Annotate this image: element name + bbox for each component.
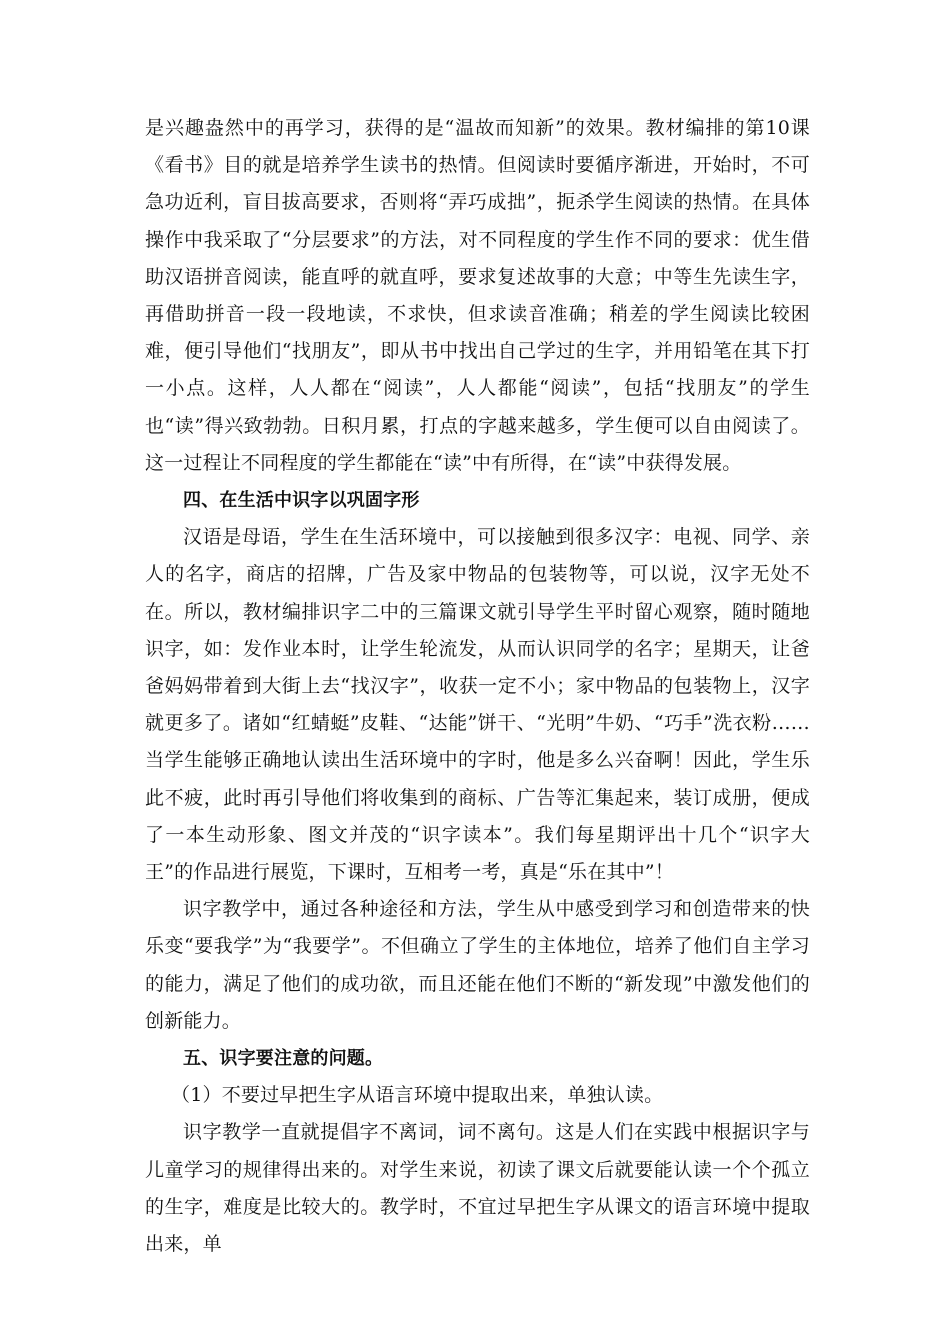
body-paragraph: 识字教学中，通过各种途径和方法，学生从中感受到学习和创造带来的快乐变“要我学”为“我要学”。不但确立了学生的主体地位，培养了他们自主学习的能力，满足了他们的成功欲，而且还能在他们不断的“新发现”中激发他们的创新能力。 [145,898,810,1032]
section-heading: 五、识字要注意的问题。 [183,1048,384,1070]
section-heading: 四、在生活中识字以巩固字形 [183,490,420,512]
body-paragraph: 识字教学一直就提倡字不离词，词不离句。这是人们在实践中根据识字与儿童学习的规律得出来的。对学生来说，初读了课文后就要能认读一个个孤立的生字，难度是比较大的。教学时，不宜过早把生字从课文的语言环境中提取出来，单 [145,1121,810,1256]
numbered-subitem: （1）不要过早把生字从语言环境中提取出来，单独认读。 [171,1084,664,1107]
document-page [145,110,810,1263]
body-paragraph: 是兴趣盎然中的再学习，获得的是“温故而知新”的效果。教材编排的第10课《看书》目的就是培养学生读书的热情。但阅读时要循序渐进，开始时，不可急功近利，盲目拔高要求，否则将“弄巧成拙”，扼杀学生阅读的热情。在具体操作中我采取了“分层要求”的方法，对不同程度的学生作不同的要求：优生借助汉语拼音阅读，能直呼的就直呼，要求复述故事的大意；中等生先读生字，再借助拼音一段一段地读，不求快，但求读音准确；稍差的学生阅读比较困难，便引导他们“找朋友”，即从书中找出自己学过的生字，并用铅笔在其下打一小点。这样，人人都在“阅读”，人人都能“阅读”，包括“找朋友”的学生也“读”得兴致勃勃。日积月累，打点的字越来越多，学生便可以自由阅读了。这一过程让不同程度的学生都能在“读”中有所得，在“读”中获得发展。 [145,117,810,474]
body-paragraph: 汉语是母语，学生在生活环境中，可以接触到很多汉字：电视、同学、亲人的名字，商店的招牌，广告及家中物品的包装物等，可以说，汉字无处不在。所以，教材编排识字二中的三篇课文就引导学生平时留心观察，随时随地识字，如：发作业本时，让学生轮流发，从而认识同学的名字；星期天，让爸爸妈妈带着到大街上去“找汉字”，收获一定不小；家中物品的包装物上，汉字就更多了。诸如“红蜻蜓”皮鞋、“达能”饼干、“光明”牛奶、“巧手”洗衣粉……当学生能够正确地认读出生活环境中的字时，他是多么兴奋啊！因此，学生乐此不疲，此时再引导他们将收集到的商标、广告等汇集起来，装订成册，便成了一本生动形象、图文并茂的“识字读本”。我们每星期评出十几个“识字大王”的作品进行展览，下课时，互相考一考，真是“乐在其中”！ [145,526,810,884]
